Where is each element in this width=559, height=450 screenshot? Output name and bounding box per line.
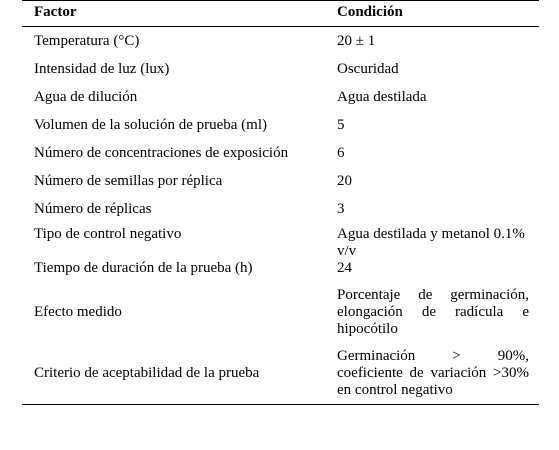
table-row: [22, 260, 539, 282]
factor-cell: Intensidad de luz (lux): [34, 60, 170, 77]
factor-cell: Volumen de la solución de prueba (ml): [34, 116, 267, 133]
header-condicion: Condición: [333, 1, 539, 27]
condicion-cell: 5: [337, 116, 345, 133]
factor-cell: Temperatura (°C): [34, 32, 140, 49]
table-row: [22, 167, 539, 195]
factor-cell: Número de concentraciones de exposición: [34, 144, 289, 161]
table-row: [22, 111, 539, 139]
table-row: [22, 55, 539, 83]
factor-cell: Efecto medido: [34, 304, 122, 320]
condicion-cell: Agua destilada y metanol 0.1% v/v: [337, 226, 525, 259]
table-row: [22, 223, 539, 260]
condicion-cell: 3: [337, 200, 345, 217]
factor-cell: Tipo de control negativo: [34, 226, 182, 242]
factor-cell: Tiempo de duración de la prueba (h): [34, 260, 253, 276]
factor-cell: Número de semillas por réplica: [34, 172, 223, 189]
table-row: [22, 27, 539, 56]
condicion-cell: 20 ± 1: [337, 32, 376, 49]
header-factor: Factor: [22, 1, 333, 27]
table-row: [22, 195, 539, 223]
condicion-cell: 24: [337, 260, 352, 276]
table-row: [22, 139, 539, 167]
table-row: [22, 282, 539, 343]
condicion-cell: Oscuridad: [337, 60, 399, 77]
test-conditions-table: [22, 0, 539, 405]
table-row: [22, 343, 539, 405]
condicion-cell: Agua destilada: [337, 88, 427, 105]
condicion-cell: 20: [337, 172, 352, 189]
table-row: [22, 83, 539, 111]
condicion-cell: Porcentaje de germinación, elongación de radícula e hipocótilo: [337, 287, 529, 337]
table-header-row: [22, 1, 539, 27]
conditions-table-container: [22, 0, 539, 405]
factor-cell: Criterio de aceptabilidad de la prueba: [22, 343, 333, 405]
factor-cell: Número de réplicas: [34, 200, 152, 217]
condicion-cell: 6: [337, 144, 345, 161]
condicion-cell: Germinación > 90%, coeficiente de variación >30% en control negativo: [333, 343, 539, 405]
factor-cell: Agua de dilución: [34, 88, 138, 105]
